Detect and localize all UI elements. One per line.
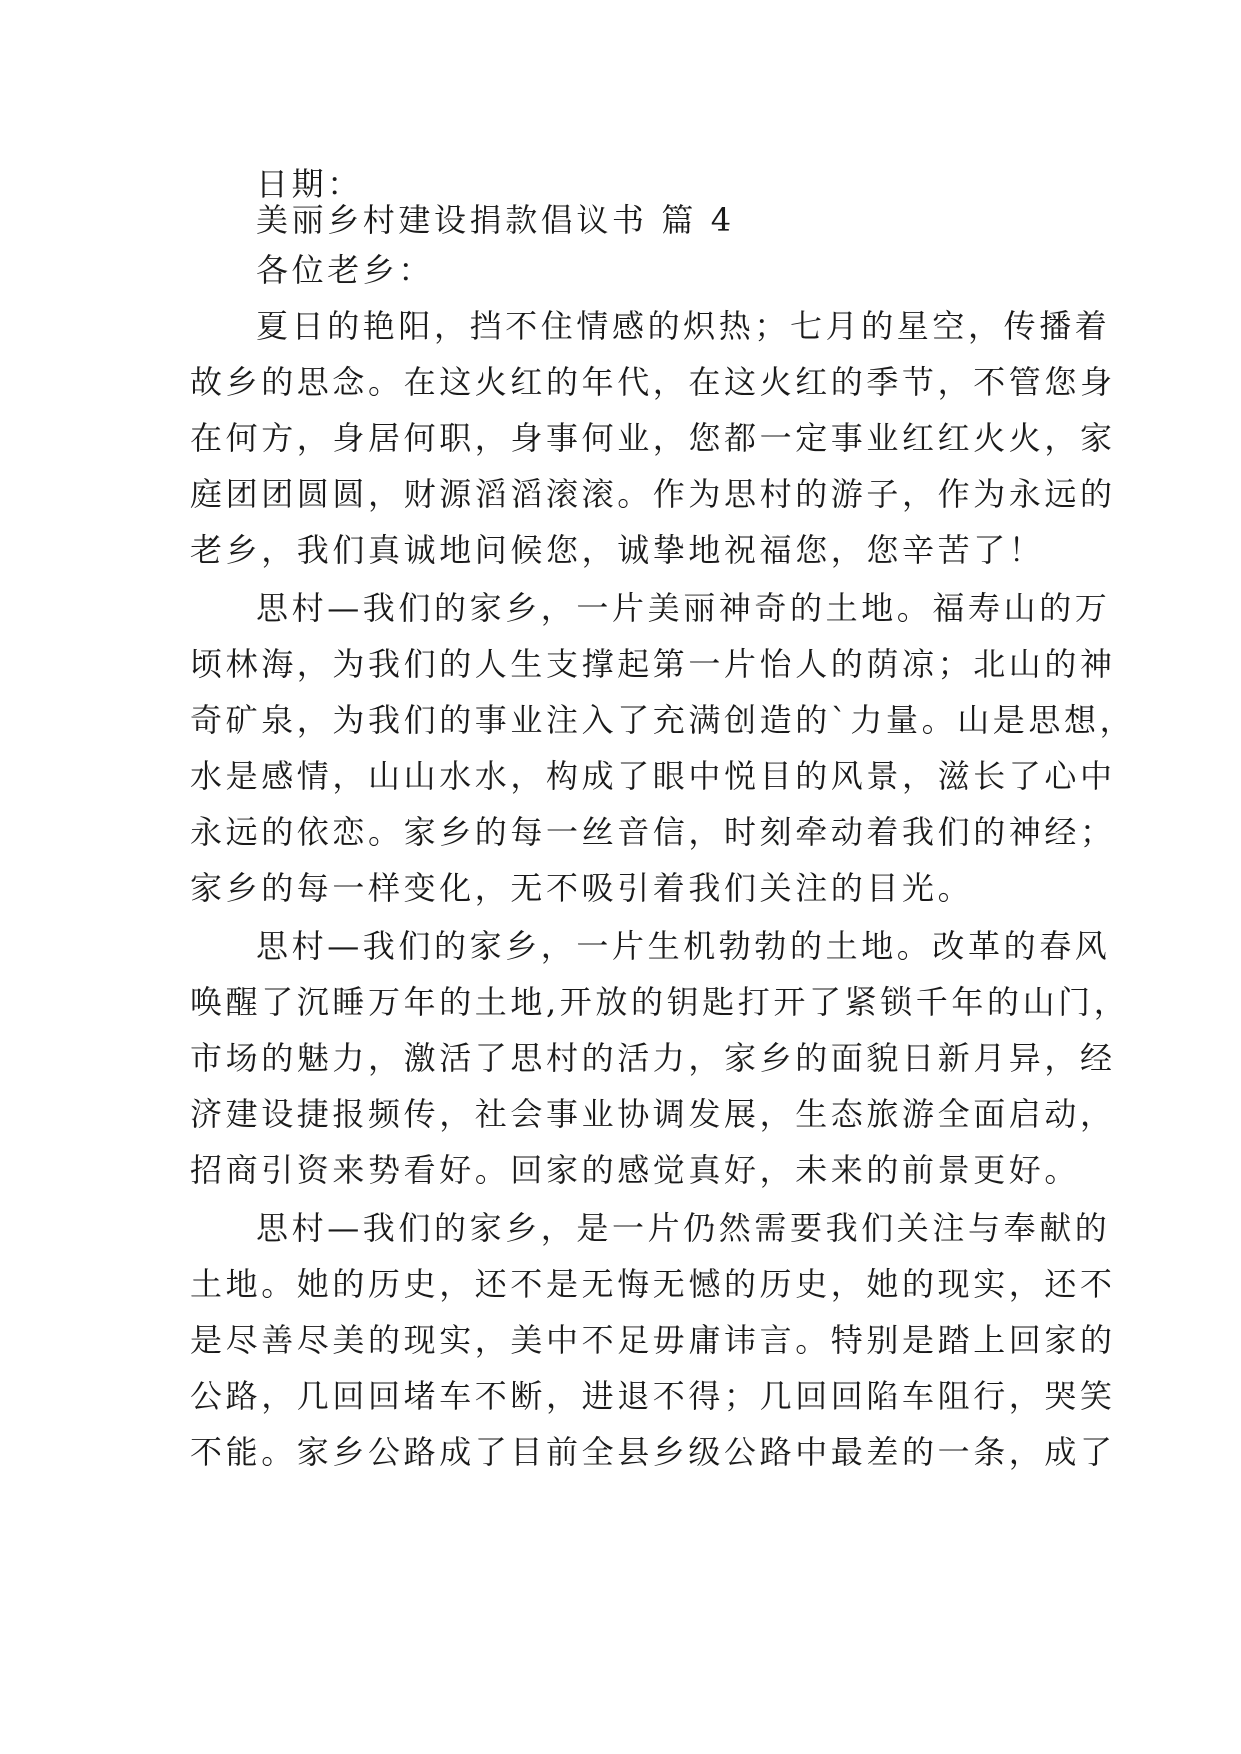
paragraph-line: 唤醒了沉睡万年的土地,开放的钥匙打开了紧锁千年的山门， <box>190 983 1130 1021</box>
paragraph-line: 济建设捷报频传，社会事业协调发展，生态旅游全面启动， <box>190 1095 1116 1133</box>
paragraph-line: 思村—我们的家乡，一片美丽神奇的土地。福寿山的万 <box>256 589 1111 627</box>
paragraph-line: 不能。家乡公路成了目前全县乡级公路中最差的一条，成了 <box>190 1433 1116 1471</box>
paragraph-line: 家乡的每一样变化，无不吸引着我们关注的目光。 <box>190 869 974 907</box>
paragraph-line: 奇矿泉，为我们的事业注入了充满创造的`力量。山是思想， <box>190 701 1136 739</box>
paragraph-line: 庭团团圆圆，财源滔滔滚滚。作为思村的游子，作为永远的 <box>190 475 1116 513</box>
paragraph-line: 是尽善尽美的现实，美中不足毋庸讳言。特别是踏上回家的 <box>190 1321 1116 1359</box>
date-label: 日期： <box>256 165 363 203</box>
paragraph-line: 水是感情，山山水水，构成了眼中悦目的风景，滋长了心中 <box>190 757 1116 795</box>
paragraph-line: 市场的魅力，激活了思村的活力，家乡的面貌日新月异，经 <box>190 1039 1116 1077</box>
paragraph-line: 思村—我们的家乡，是一片仍然需要我们关注与奉献的 <box>256 1209 1111 1247</box>
document-heading: 美丽乡村建设捐款倡议书 篇 4 <box>256 201 735 239</box>
salutation: 各位老乡： <box>256 251 435 289</box>
paragraph-line: 故乡的思念。在这火红的年代，在这火红的季节，不管您身 <box>190 363 1116 401</box>
paragraph-line: 顷林海，为我们的人生支撑起第一片怡人的荫凉；北山的神 <box>190 645 1116 683</box>
paragraph-line: 思村—我们的家乡，一片生机勃勃的土地。改革的春风 <box>256 927 1111 965</box>
paragraph-line: 公路，几回回堵车不断，进退不得；几回回陷车阻行，哭笑 <box>190 1377 1116 1415</box>
paragraph-line: 永远的依恋。家乡的每一丝音信，时刻牵动着我们的神经； <box>190 813 1116 851</box>
paragraph-line: 招商引资来势看好。回家的感觉真好，未来的前景更好。 <box>190 1151 1081 1189</box>
paragraph-line: 老乡，我们真诚地问候您，诚挚地祝福您，您辛苦了！ <box>190 531 1045 569</box>
paragraph-line: 在何方，身居何职，身事何业，您都一定事业红红火火，家 <box>190 419 1116 457</box>
paragraph-line: 土地。她的历史，还不是无悔无憾的历史，她的现实，还不 <box>190 1265 1116 1303</box>
paragraph-line: 夏日的艳阳，挡不住情感的炽热；七月的星空，传播着 <box>256 307 1111 345</box>
